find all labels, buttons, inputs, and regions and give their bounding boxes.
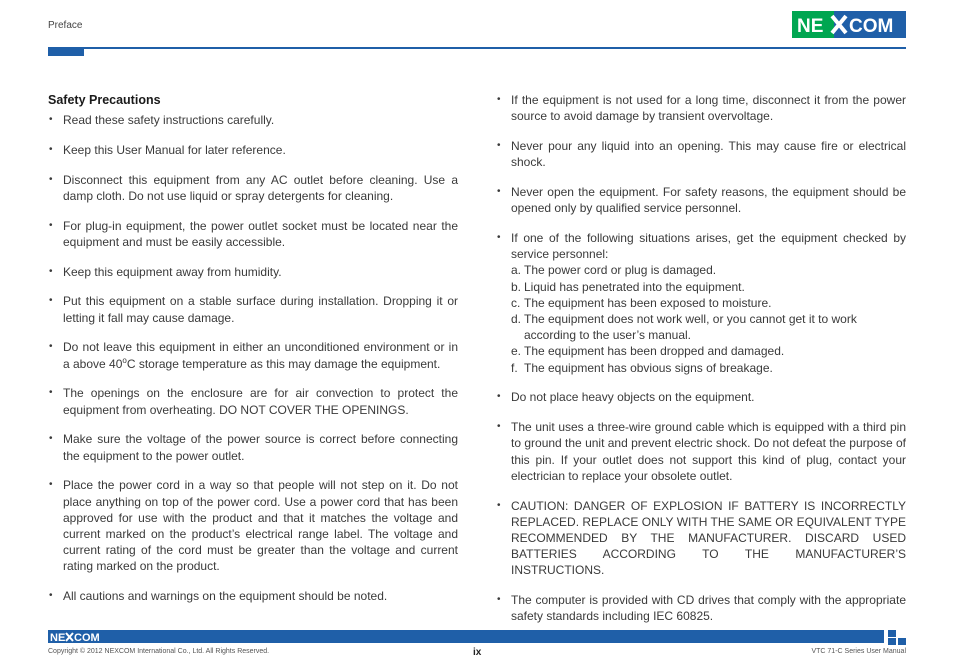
- copyright-notice: Copyright © 2012 NEXCOM International Co., Ltd. All Rights Reserved.: [48, 648, 270, 655]
- list-item: • The computer is provided with CD drives that comply with the appropriate safety standards including IEC 60825.: [496, 592, 906, 624]
- sub-list-item: e. The equipment has been dropped and damaged.: [511, 344, 785, 359]
- footer-squares-icon: [888, 630, 906, 645]
- list-item: • The unit uses a three-wire ground cable which is equipped with a third pin to ground the unit and prevent electric shock. Do not defeat the purpose of this pin. If your outlet does not support this kind of plug, contact your electrician to replace your obsolete outlet.: [496, 419, 906, 484]
- list-item: • The openings on the enclosure are for air convection to protect the equipment from overheating. DO NOT COVER THE OPENINGS.: [48, 385, 458, 417]
- running-header: Preface: [48, 20, 83, 31]
- degree-symbol: o: [122, 355, 127, 365]
- list-item: • All cautions and warnings on the equipment should be noted.: [48, 588, 458, 604]
- temperature-warning-text: Do not leave this equipment in either an unconditioned environment or in a above 40: [63, 340, 458, 371]
- situations-list: [511, 262, 906, 375]
- list-item: • Keep this User Manual for later reference.: [48, 142, 458, 158]
- list-item: • CAUTION: DANGER OF EXPLOSION IF BATTERY IS INCORRECTLY REPLACED. REPLACE ONLY WITH THE SAME OR EQUIVALENT TYPE RECOMMENDED BY THE MANUFACTURER. DISCARD USED BATTERIES ACCORDING TO THE MANUFACTURER’S INSTRUCTIONS.: [496, 498, 906, 579]
- list-item: • For plug-in equipment, the power outlet socket must be located near the equipment and must be easily accessible.: [48, 218, 458, 250]
- header-rule-accent: [48, 47, 84, 56]
- list-item: • Never open the equipment. For safety reasons, the equipment should be opened only by qualified service personnel.: [496, 184, 906, 216]
- svg-text:NE: NE: [797, 16, 824, 37]
- list-item: • If the equipment is not used for a long time, disconnect it from the power source to avoid damage by transient overvoltage.: [496, 92, 906, 124]
- list-item: • Do not place heavy objects on the equipment.: [496, 389, 906, 405]
- situations-intro: If one of the following situations arises, get the equipment checked by service personnel:: [511, 231, 906, 262]
- left-column: [48, 92, 458, 618]
- right-column: [496, 92, 906, 638]
- sub-list-item: a. The power cord or plug is damaged.: [511, 263, 717, 278]
- temperature-warning-suffix: C storage temperature as this may damage the equipment.: [126, 356, 441, 371]
- sub-list-item: c. The equipment has been exposed to moisture.: [511, 295, 772, 310]
- page-number: ix: [473, 647, 482, 658]
- footer-nexcom-logo: [50, 631, 108, 642]
- sub-list-item: b. Liquid has penetrated into the equipment.: [511, 279, 745, 294]
- header-rule: [48, 47, 906, 49]
- left-bullet-list: [48, 112, 458, 604]
- sub-list-item: f. The equipment has obvious signs of breakage.: [511, 360, 773, 375]
- right-bullet-list: [496, 92, 906, 625]
- svg-text:NE: NE: [50, 632, 66, 642]
- sub-list-item: d. The equipment does not work well, or you cannot get it to work according to the user’s manual.: [511, 312, 857, 343]
- list-item: [496, 230, 906, 376]
- svg-text:COM: COM: [849, 16, 894, 37]
- list-item: • Place the power cord in a way so that people will not step on it. Do not place anything on top of the power cord. Use a power cord that has been approved for use with the product and that it matches the voltage and current marked on the product’s electrical range label. The voltage and current rating of the cord must be greater than the voltage and current rating marked on the product.: [48, 477, 458, 574]
- list-item: • Keep this equipment away from humidity.: [48, 264, 458, 280]
- list-item: • Read these safety instructions carefully.: [48, 112, 458, 128]
- svg-text:COM: COM: [74, 632, 100, 642]
- list-item: • Make sure the voltage of the power source is correct before connecting the equipment to the power outlet.: [48, 431, 458, 463]
- list-item: [48, 339, 458, 371]
- section-title: Safety Precautions: [48, 93, 161, 107]
- nexcom-logo: [792, 11, 906, 38]
- manual-title: VTC 71-C Series User Manual: [811, 648, 906, 655]
- list-item: • Disconnect this equipment from any AC outlet before cleaning. Use a damp cloth. Do not use liquid or spray detergents for cleaning.: [48, 172, 458, 204]
- list-item: • Put this equipment on a stable surface during installation. Dropping it or letting it fall may cause damage.: [48, 293, 458, 325]
- list-item: • Never pour any liquid into an opening. This may cause fire or electrical shock.: [496, 138, 906, 170]
- footer-bar: [48, 630, 884, 643]
